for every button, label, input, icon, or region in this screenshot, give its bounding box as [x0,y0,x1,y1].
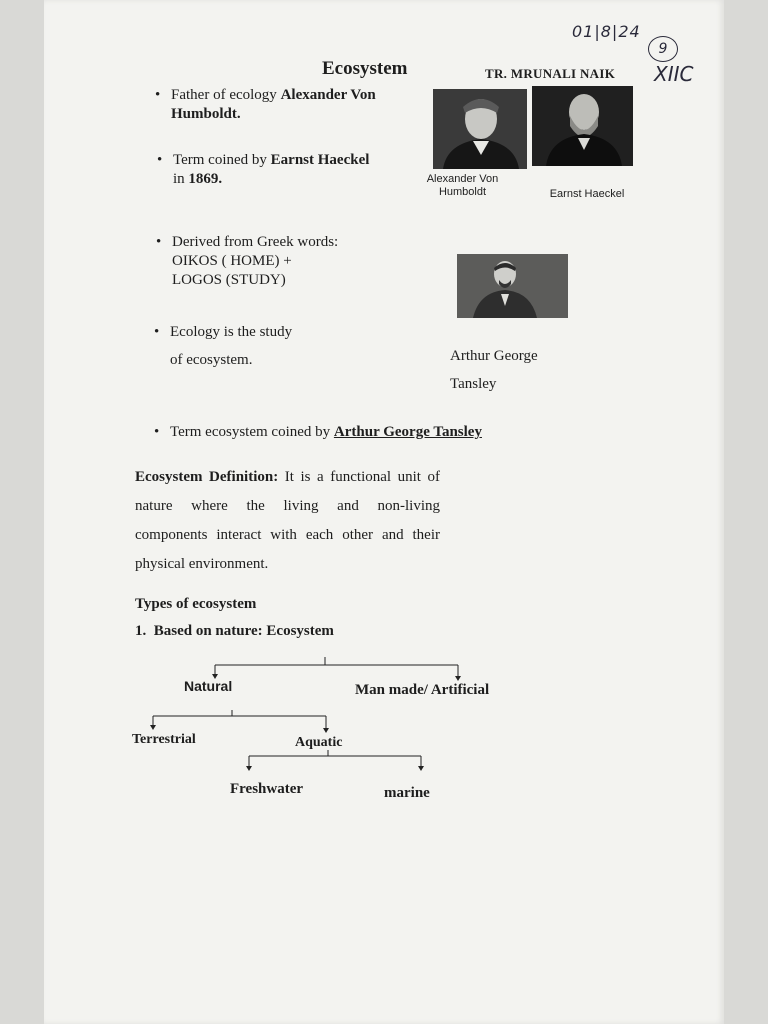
teacher-name: TR. MRUNALI NAIK [485,66,616,81]
types-item-text: Based on nature: Ecosystem [153,623,334,639]
tree-node-natural: Natural [184,678,233,694]
caption-humboldt: Alexander Von Humboldt [426,173,499,198]
bullet-dot-icon: • [154,424,160,440]
types-heading: Types of ecosystem [135,596,257,612]
tree-node-freshwater: Freshwater [230,781,304,797]
bullet-bold-underline-text: Arthur George Tansley [333,424,482,440]
bullet-text: Term coined by [173,152,271,168]
bullet-dot-icon: • [154,324,160,340]
bullet-dot-icon: • [155,87,161,103]
bullet-bold-text: Earnst Haeckel [270,152,370,168]
handwritten-date: 01|8|24 [572,22,641,41]
bullet-text: Term ecosystem coined by [170,424,334,440]
bullet-bold-text: Alexander Von Humboldt. [171,87,376,122]
page-title: Ecosystem [322,58,408,79]
tree-node-terrestrial: Terrestrial [132,732,196,747]
bullet-text: in [173,171,189,187]
caption-tansley: Arthur George Tansley [450,348,538,392]
bullet-text: Ecology is the study of ecosystem. [170,324,293,368]
types-item-number: 1. [135,623,147,639]
circled-number-text: 9 [658,41,668,57]
bullet-text: Father of ecology [171,87,281,103]
bullet-dot-icon: • [157,152,163,168]
bullet-bold-year: 1869. [188,171,223,187]
handwritten-class: XIIC [654,62,694,86]
bullet-text: Derived from Greek words: OIKOS ( HOME) + LOGOS (STUDY) [172,234,339,288]
bullet-dot-icon: • [156,234,162,250]
tree-node-marine: marine [384,785,430,801]
tree-node-manmade: Man made/ Artificial [355,682,490,698]
definition-label: Ecosystem Definition: [135,469,279,485]
definition-text: It is a functional unit of nature where the living and non-living components interact with each other and their physical environment. [135,469,440,572]
caption-haeckel: Earnst Haeckel [549,188,625,200]
tree-node-aquatic: Aquatic [295,735,343,750]
